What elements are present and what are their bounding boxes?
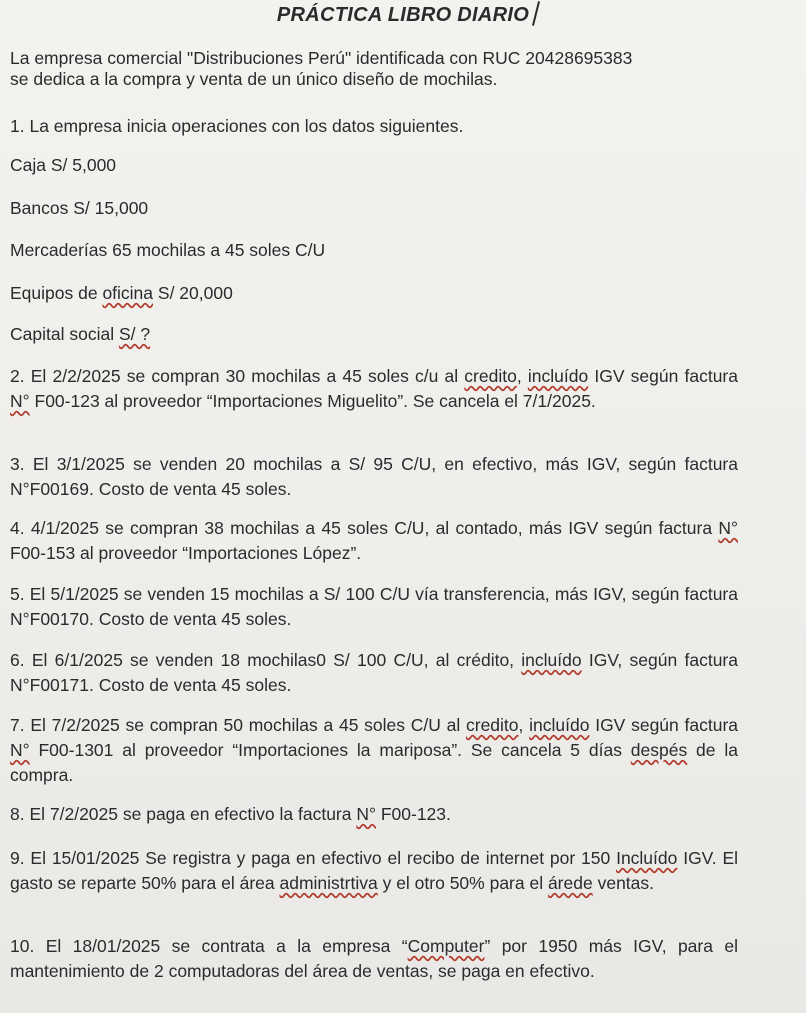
item-2: 2. El 2/2/2025 se compran 30 mochilas a 45 soles c/u al credito, incluído IGV según factura N° F00-123 al proveedor “Importaciones Miguelito”. Se cancela el 7/1/2025. [10, 366, 738, 411]
item-10: 10. El 18/01/2025 se contrata a la empresa “Computer” por 1950 más IGV, para el mantenimiento de 2 computadoras del área de ventas, se paga en efectivo. [10, 936, 738, 981]
item-8: 8. El 7/2/2025 se paga en efectivo la factura N° F00-123. [10, 804, 451, 824]
item-1-capital-text: Capital social [10, 324, 119, 344]
item-1-mercaderias: Mercaderías 65 mochilas a 45 soles C/U [10, 240, 326, 260]
page-title [0, 4, 806, 27]
item-5: 5. El 5/1/2025 se venden 15 mochilas a S/ 100 C/U vía transferencia, más IGV, según factura N°F00170. Costo de venta 45 soles. [10, 584, 738, 629]
item-3: 3. El 3/1/2025 se venden 20 mochilas a S/ 95 C/U, en efectivo, más IGV, según factura N°F00169. Costo de venta 45 soles. [10, 454, 738, 499]
item-1-heading: 1. La empresa inicia operaciones con los datos siguientes. [10, 116, 464, 136]
title-slash-mark [532, 1, 540, 26]
item-1-equipos [10, 281, 233, 306]
item-1-capital-amount: S/ ? [118, 324, 151, 344]
item-6: 6. El 6/1/2025 se venden 18 mochilas0 S/ 100 C/U, al crédito, incluído IGV, según factura N°F00171. Costo de venta 45 soles. [10, 650, 738, 695]
item-1-equipos-underlined: oficina [102, 283, 154, 303]
item-1-capital [10, 322, 150, 347]
item-1-bancos: Bancos S/ 15,000 [10, 198, 149, 218]
item-1-equipos-text: Equipos de [10, 283, 103, 303]
title-text-wrap [277, 4, 529, 27]
item-9: 9. El 15/01/2025 Se registra y paga en efectivo el recibo de internet por 150 Incluído IGV. El gasto se reparte 50% para el área administrtiva y el otro 50% para el árede ventas. [10, 848, 739, 893]
title-text: PRÁCTICA LIBRO DIARIO [276, 4, 530, 26]
item-1-equipos-amount: S/ 20,000 [153, 283, 233, 303]
item-7: 7. El 7/2/2025 se compran 50 mochilas a 45 soles C/U al credito, incluído IGV según factura N° F00-1301 al proveedor “Importaciones la mariposa”. Se cancela 5 días despés de la compra. [10, 715, 739, 785]
item-1-caja: Caja S/ 5,000 [10, 155, 117, 175]
item-4: 4. 4/1/2025 se compran 38 mochilas a 45 soles C/U, al contado, más IGV según factura N° F00-153 al proveedor “Importaciones López”. [10, 518, 738, 563]
intro-line-2: se dedica a la compra y venta de un único diseño de mochilas. [10, 69, 498, 89]
intro-line-1: La empresa comercial "Distribuciones Perú" identificada con RUC 20428695383 [10, 48, 633, 68]
